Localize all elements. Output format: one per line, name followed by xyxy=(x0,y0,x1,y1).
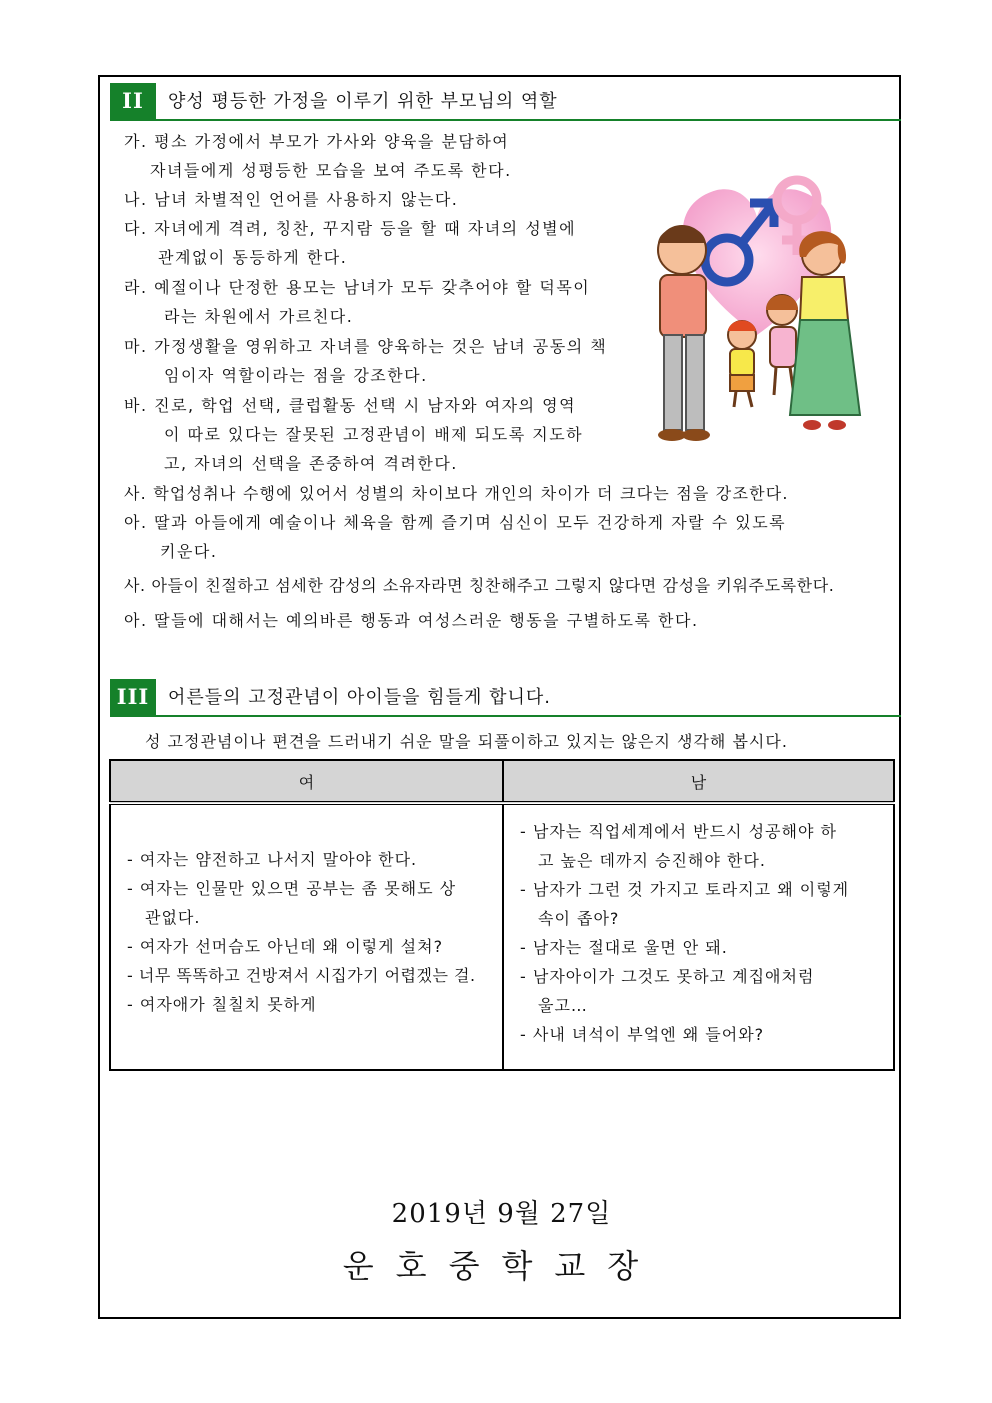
section2-underline xyxy=(110,119,901,121)
list-item: 마. 가정생활을 영위하고 자녀를 양육하는 것은 남녀 공동의 책 xyxy=(124,337,608,356)
list-item-cont: 라는 차원에서 가르친다. xyxy=(164,307,354,326)
school-principal: 운호중학교장 xyxy=(342,1247,661,1285)
female-statement: - 너무 똑똑하고 건방져서 시집가기 어렵겠는 걸. xyxy=(127,966,476,985)
male-statement: - 사내 녀석이 부엌엔 왜 들어와? xyxy=(520,1025,765,1044)
list-item: 사. 아들이 친절하고 섬세한 감성의 소유자라면 칭찬해주고 그렇지 않다면 감성을 키워주도록한다. xyxy=(124,576,835,595)
section2-header xyxy=(110,83,901,119)
list-item: 아. 딸과 아들에게 예술이나 체육을 함께 즐기며 심신이 모두 건강하게 자랄 수 있도록 xyxy=(124,513,787,532)
female-statement: - 여자는 얌전하고 나서지 말아야 한다. xyxy=(127,850,418,869)
list-item: 바. 진로, 학업 선택, 클럽활동 선택 시 남자와 여자의 영역 xyxy=(124,396,577,415)
list-item-cont: 임이자 역할이라는 점을 강조한다. xyxy=(164,366,428,385)
male-statement-cont: 속이 좁아? xyxy=(538,909,620,928)
male-statement: - 남자는 절대로 울면 안 돼. xyxy=(520,938,728,957)
section3-title: 어른들의 고정관념이 아이들을 힘들게 합니다. xyxy=(168,687,551,708)
list-item: 가. 평소 가정에서 부모가 가사와 양육을 분담하여 xyxy=(124,132,510,151)
section3-header xyxy=(110,679,901,715)
issue-date: 2019년 9월 27일 xyxy=(391,1199,612,1229)
female-statement: - 여자는 인물만 있으면 공부는 좀 못해도 상 xyxy=(127,879,457,898)
page-frame xyxy=(98,75,901,1319)
section2-title: 양성 평등한 가정을 이루기 위한 부모님의 역할 xyxy=(168,91,558,112)
female-cell xyxy=(110,803,503,1070)
list-item: 아. 딸들에 대해서는 예의바른 행동과 여성스러운 행동을 구별하도록 한다. xyxy=(124,611,699,630)
section2-badge: II xyxy=(110,83,156,119)
table-header-row xyxy=(110,760,894,803)
family-illustration xyxy=(632,145,882,465)
table-row xyxy=(110,803,894,1070)
male-statement: - 남자는 직업세계에서 반드시 성공해야 하 xyxy=(520,822,837,841)
list-item: 라. 예절이나 단정한 용모는 남녀가 모두 갖추어야 할 덕목이 xyxy=(124,278,591,297)
list-item-cont: 자녀들에게 성평등한 모습을 보여 주도록 한다. xyxy=(150,161,512,180)
list-item: 나. 남녀 차별적인 언어를 사용하지 않는다. xyxy=(124,190,459,209)
male-cell xyxy=(503,803,894,1070)
comparison-table xyxy=(109,759,895,1071)
header-female: 여 xyxy=(110,760,503,803)
list-item: 다. 자녀에게 격려, 칭찬, 꾸지람 등을 할 때 자녀의 성별에 xyxy=(124,219,577,238)
list-item-cont: 고, 자녀의 선택을 존중하여 격려한다. xyxy=(164,454,458,473)
section3-underline xyxy=(110,715,901,717)
female-statement: - 여자가 선머슴도 아닌데 왜 이렇게 설쳐? xyxy=(127,937,444,956)
male-statement-cont: 울고… xyxy=(538,996,588,1015)
section3-badge: III xyxy=(110,679,156,715)
male-statement: - 남자아이가 그것도 못하고 계집애처럼 xyxy=(520,967,815,986)
male-statement-cont: 고 높은 데까지 승진해야 한다. xyxy=(538,851,766,870)
list-item-cont: 키운다. xyxy=(160,542,218,561)
list-item-cont: 이 따로 있다는 잘못된 고정관념이 배제 되도록 지도하 xyxy=(164,425,584,444)
list-item-cont: 관계없이 동등하게 한다. xyxy=(158,248,348,267)
header-male: 남 xyxy=(503,760,894,803)
section3-intro: 성 고정관념이나 편견을 드러내기 쉬운 말을 되풀이하고 있지는 않은지 생각해 봅시다. xyxy=(145,732,788,751)
female-statement: - 여자애가 칠칠치 못하게 xyxy=(127,995,317,1014)
list-item: 사. 학업성취나 수행에 있어서 성별의 차이보다 개인의 차이가 더 크다는 점을 강조한다. xyxy=(124,484,789,503)
male-statement: - 남자가 그런 것 가지고 토라지고 왜 이렇게 xyxy=(520,880,850,899)
female-statement-cont: 관없다. xyxy=(145,908,201,927)
